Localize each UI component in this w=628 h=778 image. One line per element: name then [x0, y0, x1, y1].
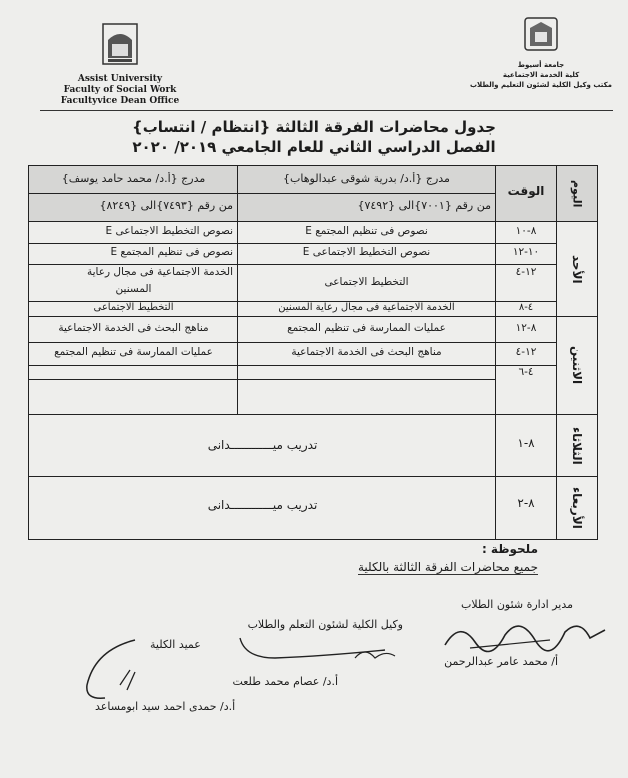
university-header-ar: [466, 14, 616, 90]
row-group1-course: عمليات الممارسة فى تنظيم المجتمع: [287, 322, 446, 334]
group2-hall-header: مدرج {أ.د/ محمد حامد يوسف}: [61, 172, 206, 185]
note-label: ملحوظة :: [481, 542, 538, 556]
wednesday-time: ٨-٢: [517, 496, 535, 510]
day-sunday: الأحد: [570, 254, 584, 284]
row-time: ١٢-٤: [515, 346, 537, 358]
group1-hall-header: مدرج {أ.د/ بدرية شوقى عبدالوهاب}: [283, 172, 450, 185]
sig1-title: مدير ادارة شئون الطلاب: [460, 598, 573, 611]
row-group2-course: نصوص التخطيط الاجتماعى E: [105, 225, 233, 237]
group1-range: من رقم {٧٠٠١}الى {٧٤٩٢}: [357, 199, 491, 212]
column-header-day: اليوم: [570, 179, 584, 208]
note-text: جميع محاضرات الفرقة الثالثة بالكلية: [357, 560, 538, 574]
university-seal-icon: [100, 22, 140, 66]
header-line-ar-faculty: كلية الخدمة الاجتماعية: [502, 71, 580, 79]
header-line-faculty: Faculty of Social Work: [63, 85, 177, 95]
header-divider: [40, 110, 613, 111]
sig1-name: أ/ محمد عامر عبدالرحمن: [444, 655, 558, 668]
row-group1-course: نصوص التخطيط الاجتماعى E: [302, 246, 431, 258]
row-time: ٤-٦: [518, 366, 534, 378]
row-time: ١٠-١٢: [512, 246, 540, 258]
header-line-office: Facultyvice Dean Office: [60, 96, 180, 106]
faculty-logo-icon: [521, 14, 561, 54]
day-tuesday: الثلاثاء: [570, 426, 584, 465]
row-time: ٤-٨: [518, 302, 534, 313]
day-monday: الاثنين: [570, 346, 584, 385]
row-time: ٨-١٢: [515, 322, 537, 334]
row-group2-course: التخطيط الاجتماعى: [93, 302, 174, 313]
tuesday-time: ٨-١: [517, 436, 535, 450]
sig2-title: وكيل الكلية لشئون التعلم والطلاب: [247, 618, 403, 631]
row-group1-course: الخدمة الاجتماعية فى مجال رعاية المسنين: [278, 302, 455, 313]
row-group2-course: عمليات الممارسة فى تنظيم المجتمع: [54, 346, 213, 358]
header-line-university: Assist University: [77, 74, 163, 84]
row-group2-course: نصوص فى تنظيم المجتمع E: [110, 246, 233, 258]
group2-range: من رقم {٧٤٩٣}الى {٨٢٤٩}: [99, 199, 233, 212]
sig3-name: أ.د/ حمدى احمد سيد ابومساعد: [95, 700, 236, 713]
schedule-table: [28, 165, 598, 540]
day-wednesday: الأربعاء: [570, 487, 584, 529]
sig2-name: أ.د/ عصام محمد طلعت: [232, 675, 338, 688]
row-group1-course: مناهج البحث فى الخدمة الاجتماعية: [291, 346, 442, 358]
header-line-ar-office: مكتب وكيل الكلية لشئون التعليم والطلاب: [469, 81, 612, 89]
tuesday-training: تدريب ميــــــــــــدانى: [207, 438, 318, 452]
header-line-ar-university: جامعة أسيوط: [517, 61, 565, 69]
column-header-time: الوقت: [507, 184, 545, 198]
schedule-subtitle: الفصل الدراسي الثاني للعام الجامعي ٢٠١٩/ ٢٠٢٠: [132, 138, 496, 156]
row-group2-course-cont: المسنين: [115, 283, 152, 295]
signature-scribble-2: [235, 628, 415, 668]
university-header-en: [55, 22, 185, 107]
row-time: ١٢-٤: [515, 266, 537, 278]
sig3-title: عميد الكلية: [150, 638, 201, 651]
row-group1-course: التخطيط الاجتماعى: [324, 276, 409, 288]
signature-scribble-3: [75, 630, 170, 705]
schedule-title: جدول محاضرات الفرقة الثالثة {انتظام / انتساب}: [132, 118, 496, 136]
wednesday-training: تدريب ميــــــــــــدانى: [207, 498, 318, 512]
row-group1-course: نصوص فى تنظيم المجتمع E: [305, 225, 428, 237]
row-group2-course: الخدمة الاجتماعية فى مجال رعاية: [87, 266, 233, 278]
row-time: ٨-١٠: [515, 225, 537, 237]
signature-scribble-1: [440, 610, 610, 655]
row-group2-course: مناهج البحث فى الخدمة الاجتماعية: [58, 322, 209, 334]
